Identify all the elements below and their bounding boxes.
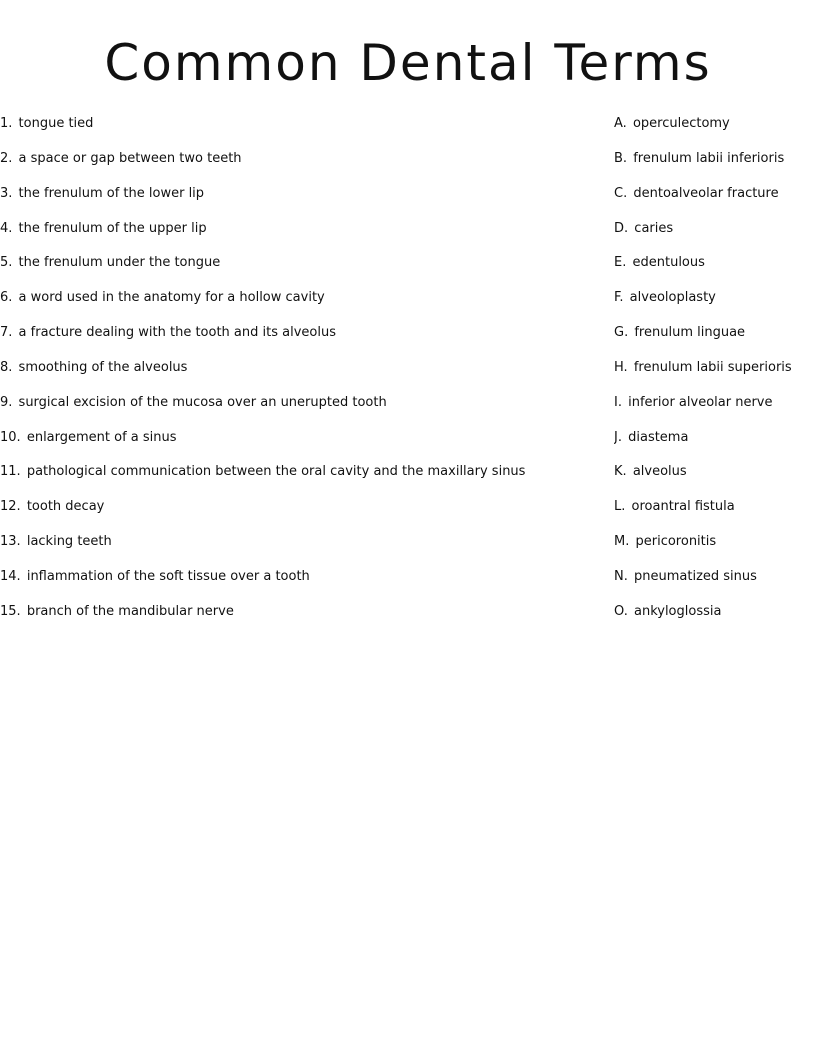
answer-letter: K.: [614, 464, 627, 480]
question-text: the frenulum of the lower lip: [18, 185, 205, 201]
question-number: 9.: [0, 394, 13, 410]
answer-letter: N.: [614, 568, 628, 584]
answer-text: diastema: [628, 429, 689, 445]
answer-letter: L.: [614, 499, 626, 515]
question-item: [0, 462, 590, 497]
questions-list: [0, 114, 590, 637]
answer-letter: J.: [614, 429, 622, 445]
answer-letter: E.: [614, 255, 627, 271]
answer-text: pneumatized sinus: [634, 568, 757, 584]
question-item: [0, 323, 590, 358]
question-text: lacking teeth: [26, 534, 112, 550]
answer-text: dentoalveolar fracture: [633, 185, 779, 201]
question-text: the frenulum under the tongue: [18, 255, 221, 271]
answer-text: frenulum labii superioris: [633, 359, 792, 375]
answer-text: alveolus: [632, 464, 687, 480]
question-item: [0, 219, 590, 254]
question-number: 11.: [0, 464, 21, 480]
answer-text: edentulous: [632, 255, 705, 271]
answer-text: operculectomy: [632, 116, 730, 131]
answer-letter: B.: [614, 150, 628, 166]
question-number: 15.: [0, 603, 21, 619]
question-number: 13.: [0, 534, 21, 550]
answer-item: [614, 114, 814, 149]
question-item: [0, 358, 590, 393]
answer-text: alveoloplasty: [629, 290, 716, 306]
question-item: [0, 497, 590, 532]
question-text: the frenulum of the upper lip: [18, 220, 207, 236]
question-text: surgical excision of the mucosa over an unerupted tooth: [18, 394, 387, 410]
answer-text: inferior alveolar nerve: [628, 394, 773, 410]
question-item: [0, 428, 590, 463]
question-item: [0, 288, 590, 323]
answer-letter: A.: [614, 116, 627, 131]
page-title: Common Dental Terms: [104, 34, 712, 92]
answer-item: [614, 253, 814, 288]
question-text: smoothing of the alveolus: [18, 359, 188, 375]
question-item: [0, 567, 590, 602]
answer-letter: G.: [614, 325, 629, 341]
question-text: tooth decay: [26, 499, 105, 515]
question-text: a space or gap between two teeth: [18, 150, 242, 166]
answer-text: pericoronitis: [635, 534, 717, 550]
question-text: pathological communication between the oral cavity and the maxillary sinus: [26, 464, 526, 480]
question-item: [0, 393, 590, 428]
answer-item: [614, 532, 814, 567]
answer-item: [614, 358, 814, 393]
question-text: inflammation of the soft tissue over a tooth: [26, 568, 310, 584]
question-number: 8.: [0, 359, 13, 375]
answer-item: [614, 567, 814, 602]
answer-text: frenulum labii inferioris: [633, 150, 785, 166]
question-number: 4.: [0, 220, 13, 236]
answer-item: [614, 462, 814, 497]
answer-letter: H.: [614, 359, 628, 375]
answer-letter: F.: [614, 290, 624, 306]
question-number: 1.: [0, 116, 13, 131]
question-text: branch of the mandibular nerve: [26, 603, 234, 619]
answer-text: ankyloglossia: [633, 603, 722, 619]
question-text: enlargement of a sinus: [26, 429, 177, 445]
answer-item: [614, 149, 814, 184]
answer-item: [614, 497, 814, 532]
answer-item: [614, 288, 814, 323]
answer-text: oroantral fistula: [631, 499, 735, 515]
answer-item: [614, 219, 814, 254]
question-text: a fracture dealing with the tooth and its alveolus: [18, 325, 336, 341]
question-item: [0, 253, 590, 288]
question-number: 10.: [0, 429, 21, 445]
question-number: 3.: [0, 185, 13, 201]
question-number: 6.: [0, 290, 13, 306]
answer-item: [614, 323, 814, 358]
answer-item: [614, 428, 814, 463]
answers-list: [614, 114, 814, 637]
answer-letter: D.: [614, 220, 629, 236]
answer-item: [614, 602, 814, 637]
question-text: tongue tied: [18, 116, 94, 131]
answer-item: [614, 184, 814, 219]
answer-text: caries: [634, 220, 674, 236]
question-text: a word used in the anatomy for a hollow cavity: [18, 290, 325, 306]
question-number: 5.: [0, 255, 13, 271]
question-number: 7.: [0, 325, 13, 341]
question-item: [0, 532, 590, 567]
question-item: [0, 184, 590, 219]
answer-text: frenulum linguae: [634, 325, 746, 341]
question-number: 14.: [0, 568, 21, 584]
answer-letter: C.: [614, 185, 628, 201]
answer-letter: O.: [614, 603, 628, 619]
question-item: [0, 149, 590, 184]
answer-letter: I.: [614, 394, 622, 410]
question-item: [0, 602, 590, 637]
answer-letter: M.: [614, 534, 630, 550]
question-number: 12.: [0, 499, 21, 515]
question-number: 2.: [0, 150, 13, 166]
question-item: [0, 114, 590, 149]
answer-item: [614, 393, 814, 428]
